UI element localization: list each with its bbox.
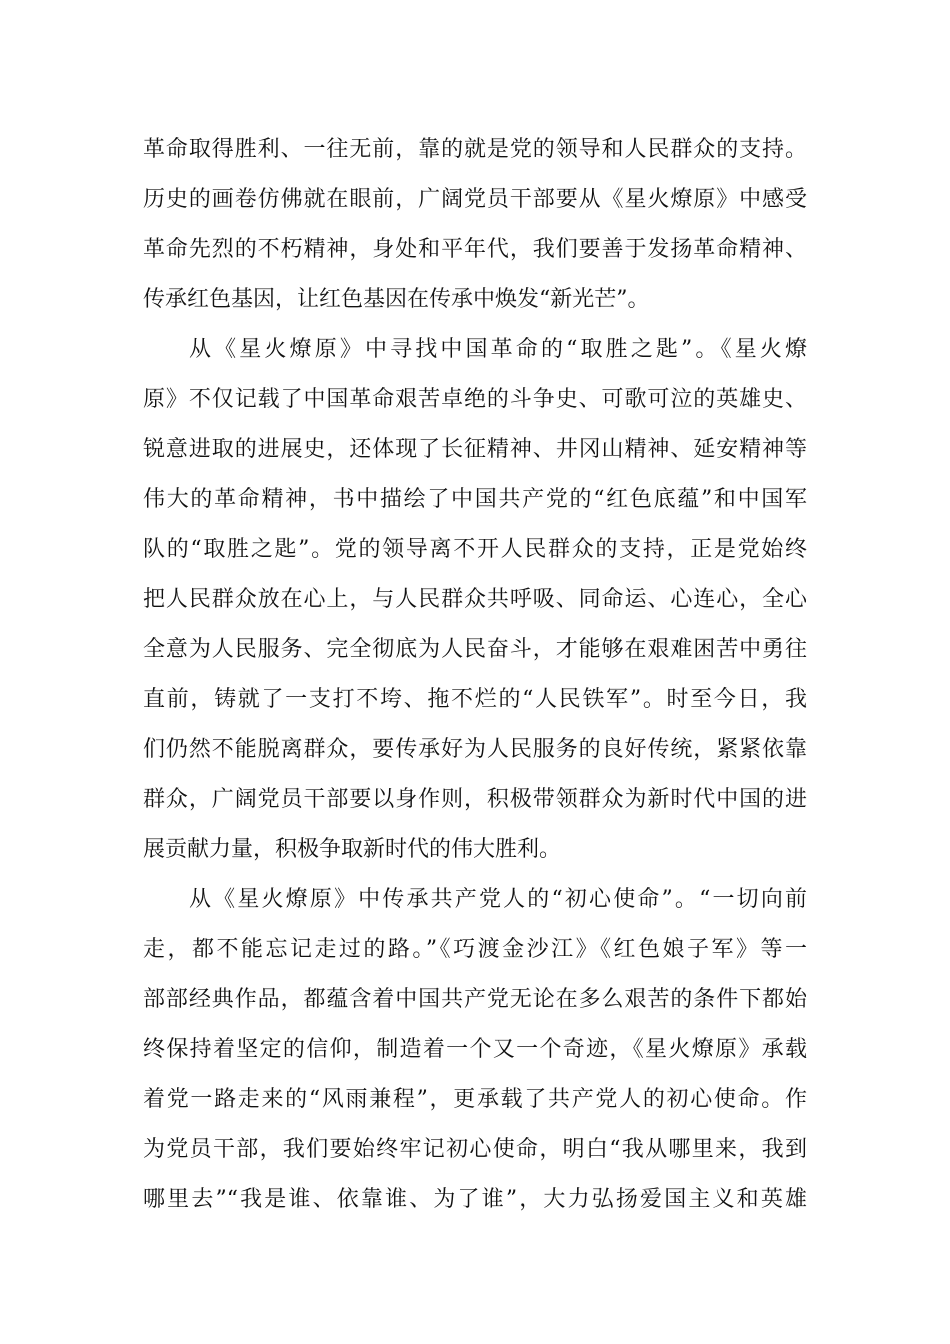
text-line: 革命取得胜利、一往无前，靠的就是党的领导和人民群众的支持。 bbox=[143, 137, 807, 162]
paragraph-first-line: 从《星火燎原》中寻找中国革命的“取胜之匙”。《星火燎 bbox=[189, 337, 807, 362]
text-line: 部部经典作品，都蕴含着中国共产党无论在多么艰苦的条件下都始 bbox=[143, 987, 807, 1012]
text-line: 走，都不能忘记走过的路。”《巧渡金沙江》《红色娘子军》等一 bbox=[143, 937, 807, 962]
text-line: 队的“取胜之匙”。党的领导离不开人民群众的支持，正是党始终 bbox=[143, 537, 807, 562]
paragraph-first-line: 从《星火燎原》中传承共产党人的“初心使命”。“一切向前 bbox=[189, 887, 807, 912]
text-line: 着党一路走来的“风雨兼程”，更承载了共产党人的初心使命。作 bbox=[143, 1087, 807, 1112]
text-line: 传承红色基因，让红色基因在传承中焕发“新光芒”。 bbox=[143, 287, 650, 312]
text-line: 终保持着坚定的信仰，制造着一个又一个奇迹，《星火燎原》承载 bbox=[143, 1037, 807, 1062]
text-line: 把人民群众放在心上，与人民群众共呼吸、同命运、心连心，全心 bbox=[143, 587, 807, 612]
text-line: 历史的画卷仿佛就在眼前，广阔党员干部要从《星火燎原》中感受 bbox=[143, 187, 807, 212]
text-line: 全意为人民服务、完全彻底为人民奋斗，才能够在艰难困苦中勇往 bbox=[143, 637, 807, 662]
text-line: 群众，广阔党员干部要以身作则，积极带领群众为新时代中国的进 bbox=[143, 787, 807, 812]
text-line: 哪里去”“我是谁、依靠谁、为了谁”，大力弘扬爱国主义和英雄 bbox=[143, 1187, 807, 1212]
text-line: 伟大的革命精神，书中描绘了中国共产党的“红色底蕴”和中国军 bbox=[143, 487, 807, 512]
text-line: 们仍然不能脱离群众，要传承好为人民服务的良好传统，紧紧依靠 bbox=[143, 737, 807, 762]
text-line: 原》不仅记载了中国革命艰苦卓绝的斗争史、可歌可泣的英雄史、 bbox=[143, 387, 807, 412]
text-line: 为党员干部，我们要始终牢记初心使命，明白“我从哪里来，我到 bbox=[143, 1137, 807, 1162]
text-line: 展贡献力量，积极争取新时代的伟大胜利。 bbox=[143, 837, 562, 862]
text-line: 直前，铸就了一支打不垮、拖不烂的“人民铁军”。时至今日，我 bbox=[143, 687, 807, 712]
text-line: 革命先烈的不朽精神，身处和平年代，我们要善于发扬革命精神、 bbox=[143, 237, 807, 262]
text-line: 锐意进取的进展史，还体现了长征精神、井冈山精神、延安精神等 bbox=[143, 437, 807, 462]
